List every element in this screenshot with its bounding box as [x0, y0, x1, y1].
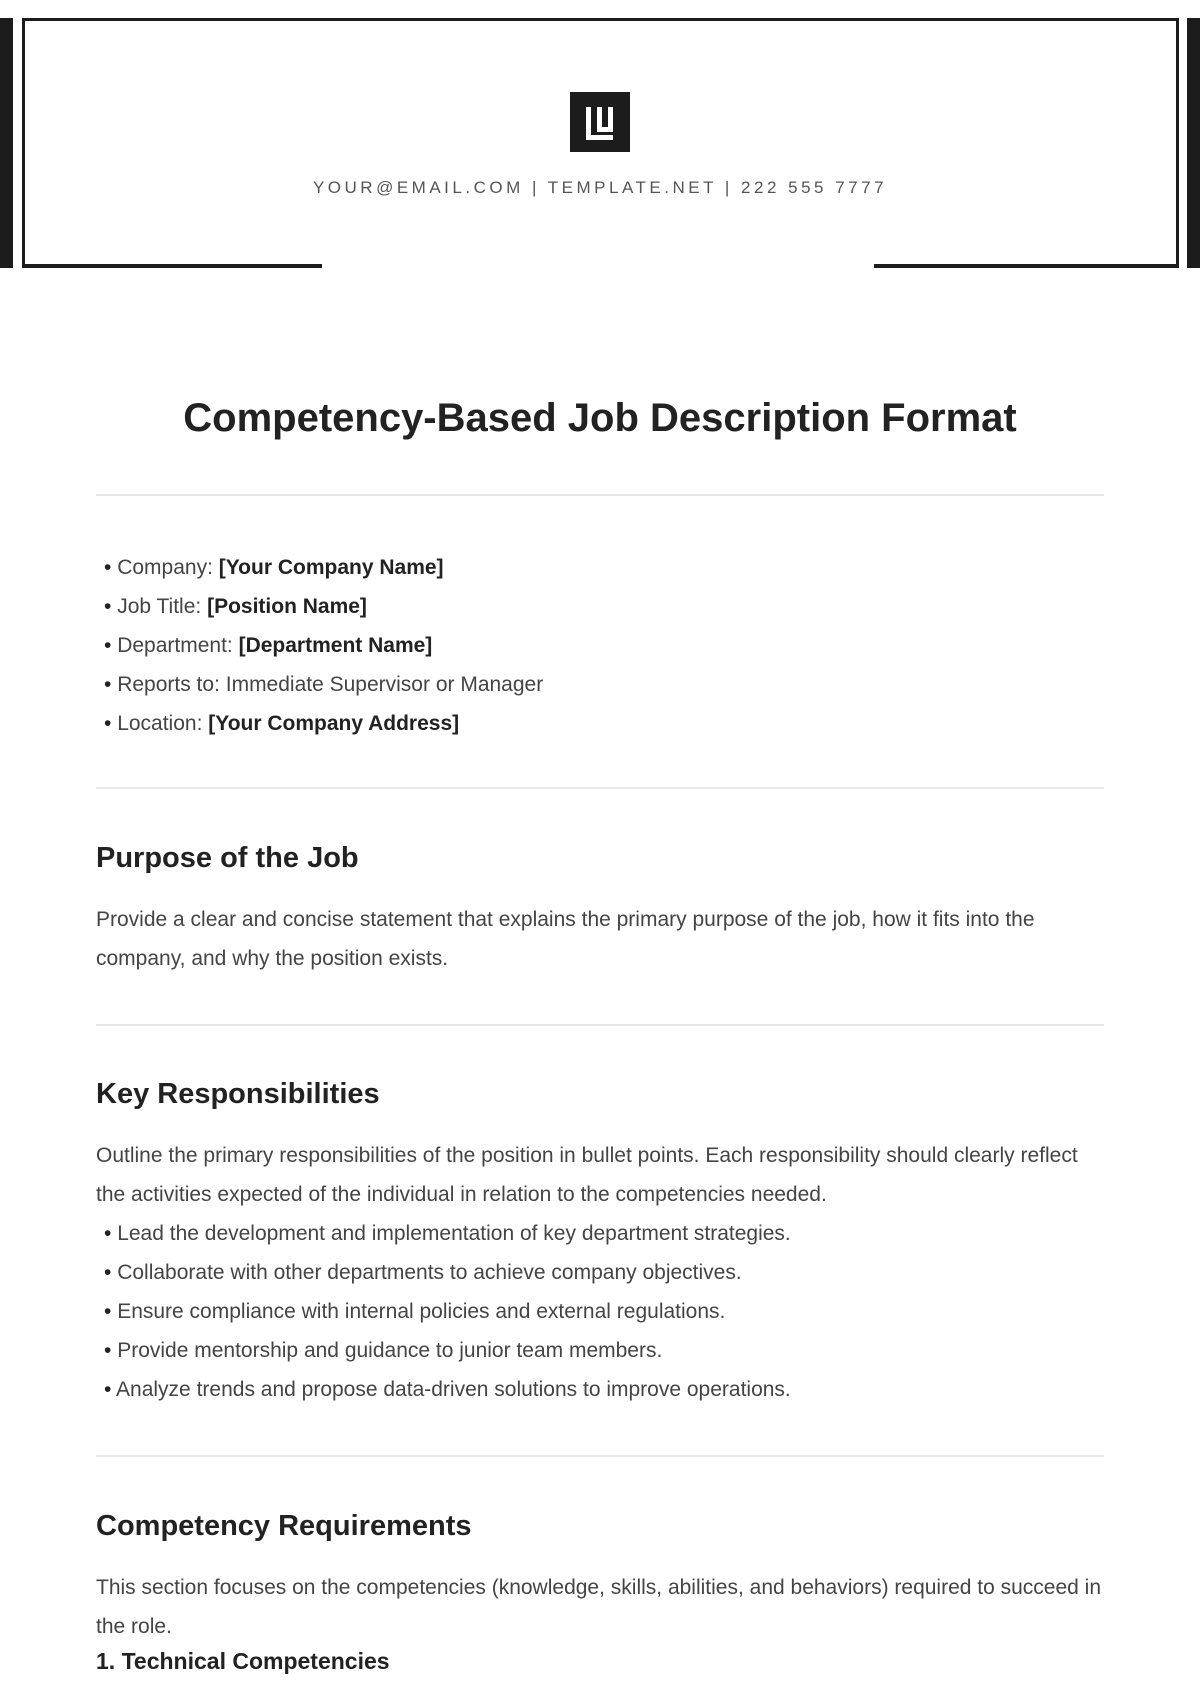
- job-info-list: [96, 548, 1106, 743]
- company-logo: [570, 92, 630, 152]
- responsibility-item: • Lead the development and implementation of key department strategies.: [96, 1214, 1106, 1253]
- responsibilities-section: [96, 1136, 1106, 1409]
- responsibility-item: • Collaborate with other departments to achieve company objectives.: [96, 1253, 1106, 1292]
- purpose-text: Provide a clear and concise statement that explains the primary purpose of the job, how it fits into the company, and why the position exists.: [96, 908, 1035, 970]
- info-reports-to: • Reports to: Immediate Supervisor or Manager: [96, 665, 1106, 704]
- competency-section: [96, 1568, 1106, 1676]
- info-department: • Department: [Department Name]: [96, 626, 1106, 665]
- responsibilities-heading: Key Responsibilities: [96, 1078, 380, 1110]
- header-frame-bottom-right: [874, 264, 1179, 268]
- purpose-heading: Purpose of the Job: [96, 842, 359, 874]
- info-company: • Company: [Your Company Name]: [96, 548, 1106, 587]
- divider: [96, 1455, 1104, 1457]
- left-border-bar: [0, 18, 13, 268]
- responsibility-item: • Ensure compliance with internal policies and external regulations.: [96, 1292, 1106, 1331]
- divider: [96, 494, 1104, 496]
- responsibilities-text: Outline the primary responsibilities of the position in bullet points. Each responsibility should clearly reflect the activities expected of the individual in relation to the competencies needed.: [96, 1144, 1078, 1206]
- divider: [96, 787, 1104, 789]
- header-frame-bottom-left: [22, 264, 322, 268]
- competency-heading: Competency Requirements: [96, 1510, 472, 1542]
- responsibility-item: • Analyze trends and propose data-driven solutions to improve operations.: [96, 1370, 1106, 1409]
- divider: [96, 1024, 1104, 1026]
- page-title: Competency-Based Job Description Format: [183, 396, 1017, 440]
- info-job-title: • Job Title: [Position Name]: [96, 587, 1106, 626]
- contact-info: YOUR@EMAIL.COM | TEMPLATE.NET | 222 555 7777: [312, 178, 888, 197]
- right-border-bar: [1187, 18, 1200, 268]
- responsibility-item: • Provide mentorship and guidance to junior team members.: [96, 1331, 1106, 1370]
- competency-text: This section focuses on the competencies (knowledge, skills, abilities, and behaviors) required to succeed in the role.: [96, 1576, 1102, 1638]
- info-location: • Location: [Your Company Address]: [96, 704, 1106, 743]
- technical-competencies-heading: 1. Technical Competencies: [96, 1648, 390, 1674]
